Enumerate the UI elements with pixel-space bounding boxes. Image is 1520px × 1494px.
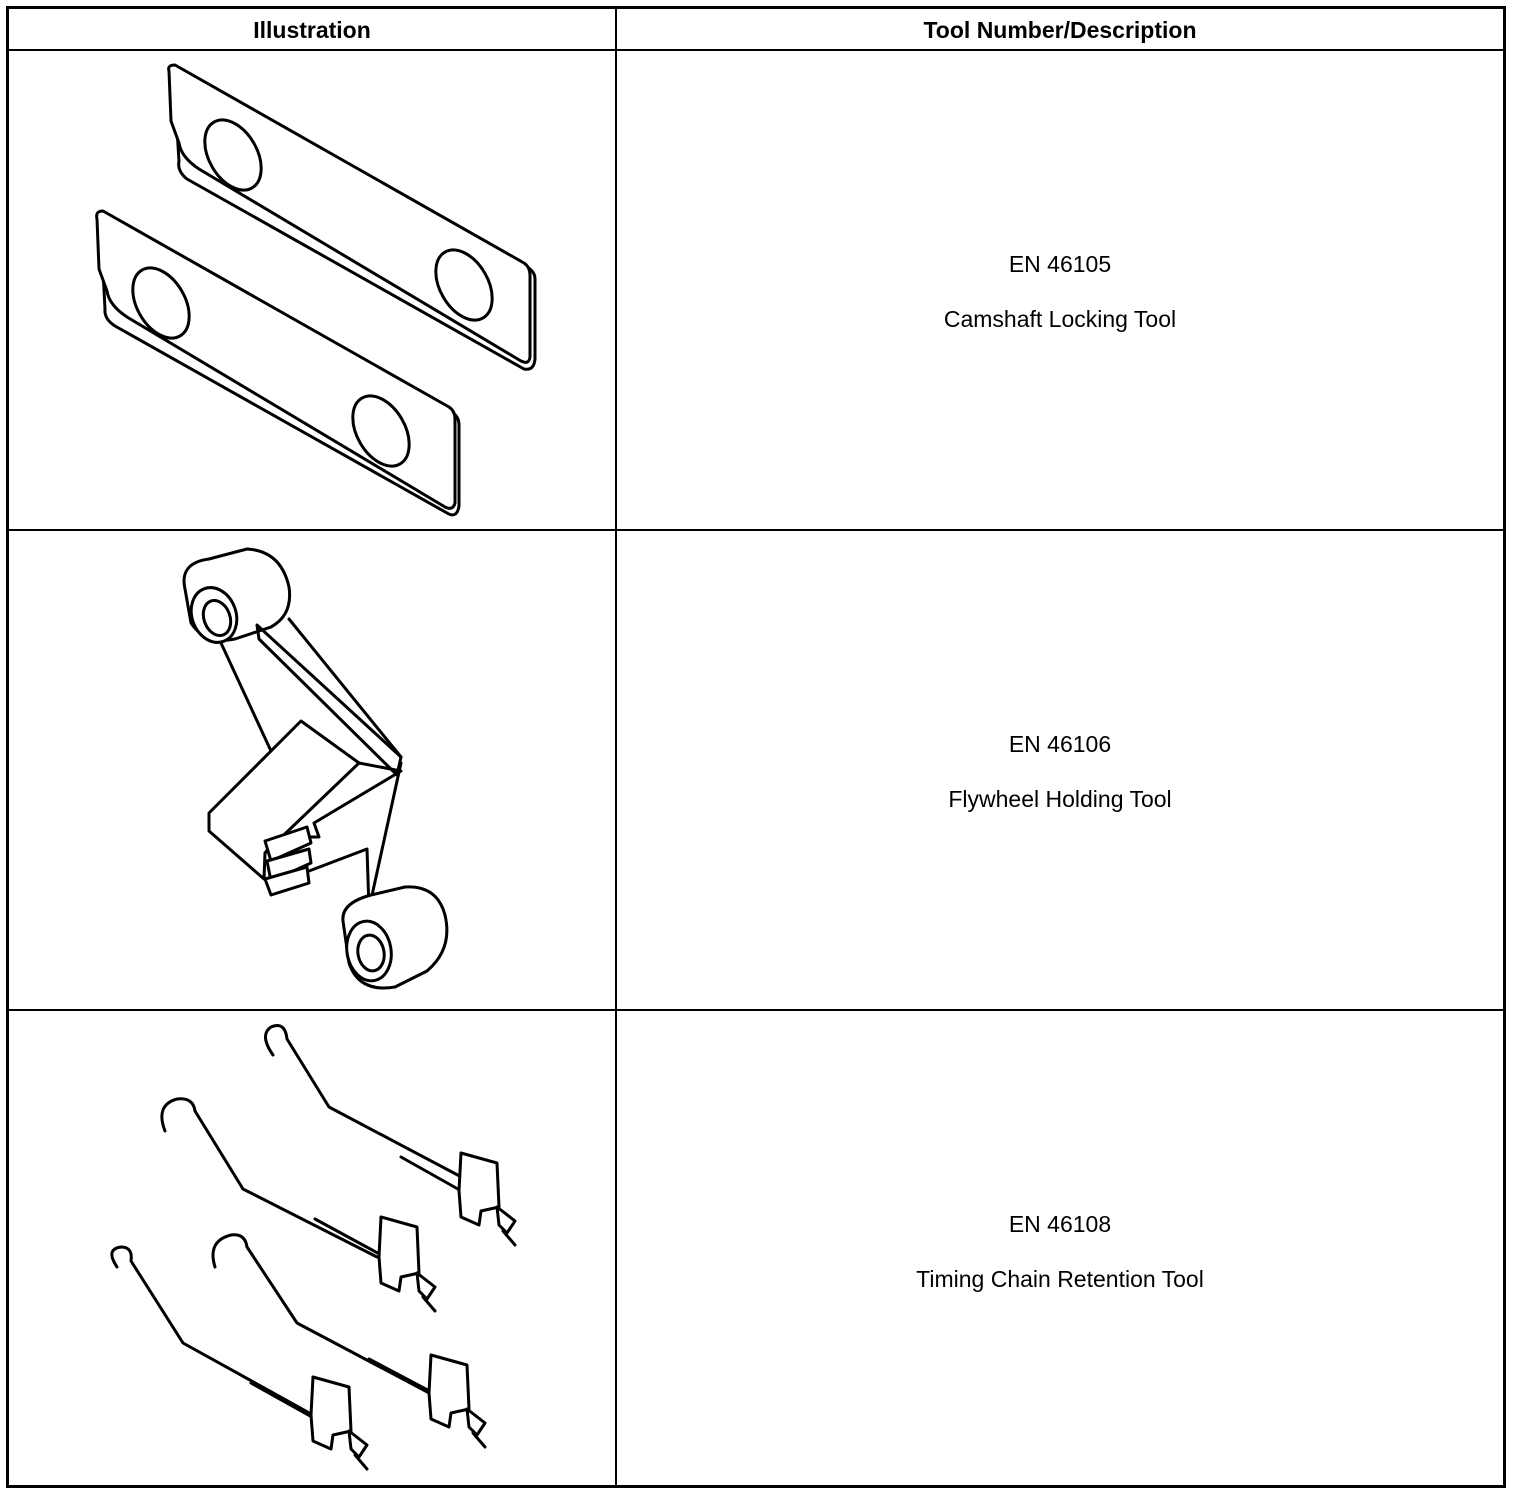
header-illustration: Illustration (253, 17, 371, 43)
column-divider (615, 9, 617, 1485)
tool-description: Timing Chain Retention Tool (916, 1266, 1204, 1292)
description-cell (617, 51, 1503, 529)
tool-number: EN 46108 (1008, 1211, 1112, 1237)
illustration-cell (9, 531, 615, 1009)
description-cell (617, 1011, 1503, 1485)
tool-number: EN 46106 (1008, 731, 1112, 757)
description-cell (617, 531, 1503, 1009)
tool-number: EN 46105 (1008, 251, 1112, 277)
table-row (9, 531, 1503, 1011)
table-row (9, 51, 1503, 531)
camshaft-locking-plates-icon (9, 51, 615, 529)
tool-description: Camshaft Locking Tool (943, 306, 1177, 332)
tool-description: Flywheel Holding Tool (948, 786, 1172, 812)
flywheel-holding-bracket-icon (9, 531, 615, 1009)
tool-table (6, 6, 1506, 1488)
illustration-cell (9, 1011, 615, 1485)
table-row (9, 1011, 1503, 1485)
header-tool-number-description: Tool Number/Description (923, 17, 1197, 43)
timing-chain-retention-hooks-icon (9, 1011, 615, 1485)
illustration-cell (9, 51, 615, 529)
table-header-row (9, 9, 1503, 51)
